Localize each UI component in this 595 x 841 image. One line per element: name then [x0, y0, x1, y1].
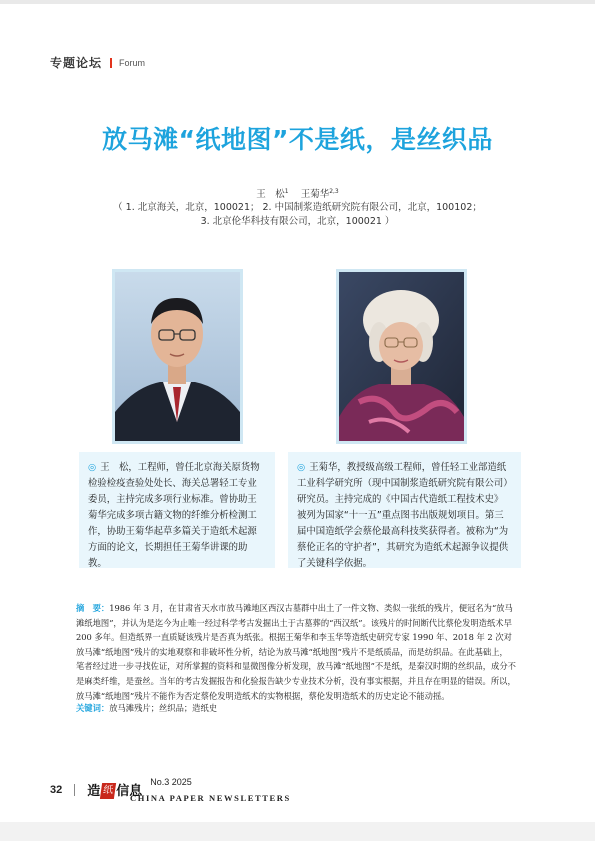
keywords-text: 放马滩残片；丝织品；造纸史 [109, 703, 218, 713]
page-footer [50, 776, 291, 803]
author-name-1: 王 松 [256, 189, 285, 200]
affiliation-line-1: （ 1. 北京海关，北京，100021； 2. 中国制浆造纸研究院有限公司，北京，100102； [113, 202, 482, 213]
bullet-circle-icon: ◎ [88, 462, 97, 473]
author-2-affiliation-mark: 2,3 [329, 187, 339, 195]
bio-text-wang-juhua: 王菊华，教授级高级工程师，曾任轻工业部造纸工业科学研究所（现中国制浆造纸研究院有限公司）研究员。主持完成的《中国古代造纸工程技术史》被列为国家“十一五”重点图书出版规划项目。第三届中国造纸学会蔡伦最高科技奖获得者。被称为“为蔡伦正名的守护者”，其研究为造纸术起源争议提供了关键科学依据。 [297, 462, 509, 569]
abstract-text: 1986 年 3 月，在甘肃省天水市放马滩地区西汉古墓群中出土了一件文物、类似一张纸的残片，便冠名为“放马滩纸地图”，并认为是迄今为止唯一经过科学考古发掘出土于古墓葬的“西汉纸”。该残片的时间断代比蔡伦发明造纸术早 200 多年。但造纸界一直质疑该残片是否真为纸张。根据王菊华和李玉华等造纸史研究专家 1990 年、2018 年 2 次对放马滩“纸地图”残片的实地观察和非破坏性分析，结论为放马滩“纸地图”残片不是纸质品，而是纺织品。在此基础上，笔者经过进一步寻找佐证，对所掌握的资料和显微图像分析发现，放马滩“纸地图”不是纸，是秦汉时期的丝织品，成分不是麻类纤维，是蚕丝。当年的考古发掘报告和化验报告缺少专业技术分析，没有事实根据，并且存在明显的错误。所以，放马滩“纸地图”残片不能作为否定蔡伦发明造纸术的实物根据，蔡伦发明造纸术的历史定论不能动摇。 [76, 603, 516, 701]
bio-box-wang-juhua [288, 452, 521, 568]
bio-text-wang-song: 王 松，工程师，曾任北京海关原货物检验检疫查验处处长、海关总署轻工专业委员，主持完成多项行业标准。曾协助王菊华完成多项古籍文物的纤维分析检测工作，协助王菊华起草多篇关于造纸术起源方面的论文，长期担任王菊华讲课的助教。 [88, 462, 260, 569]
section-english-label: Forum [119, 57, 146, 68]
abstract [76, 601, 516, 703]
section-divider [110, 58, 112, 68]
author-1-affiliation-mark: 1 [284, 187, 289, 195]
author-line [0, 186, 595, 200]
section-title: 专题论坛 [50, 56, 103, 70]
logo-char-1: 造 [87, 784, 101, 799]
logo-seal-icon: 纸 [100, 783, 116, 799]
top-rule [0, 0, 595, 4]
portrait-photo-wang-juhua [336, 269, 467, 444]
logo-chars-2: 信息 [116, 784, 143, 799]
keywords [76, 702, 516, 714]
journal-english-name: CHINA PAPER NEWSLETTERS [130, 793, 291, 803]
affiliation-line-2: 3. 北京伦华科技有限公司，北京，100021 ） [200, 216, 395, 227]
portrait-image-2 [339, 272, 464, 441]
bottom-band [0, 822, 595, 841]
portrait-photo-wang-song [112, 269, 243, 444]
bio-box-wang-song [79, 452, 275, 568]
footer-divider [74, 784, 75, 796]
abstract-label: 摘 要： [76, 603, 110, 613]
section-header [50, 54, 145, 71]
bullet-circle-icon: ◎ [297, 462, 306, 473]
issue-number: No.3 2025 [150, 776, 192, 787]
keywords-label: 关键词： [76, 703, 110, 713]
article-title: 放马滩“纸地图”不是纸，是丝织品 [102, 125, 493, 154]
page-number: 32 [50, 783, 63, 796]
portrait-image-1 [115, 272, 240, 441]
author-name-2: 王菊华 [300, 189, 330, 200]
